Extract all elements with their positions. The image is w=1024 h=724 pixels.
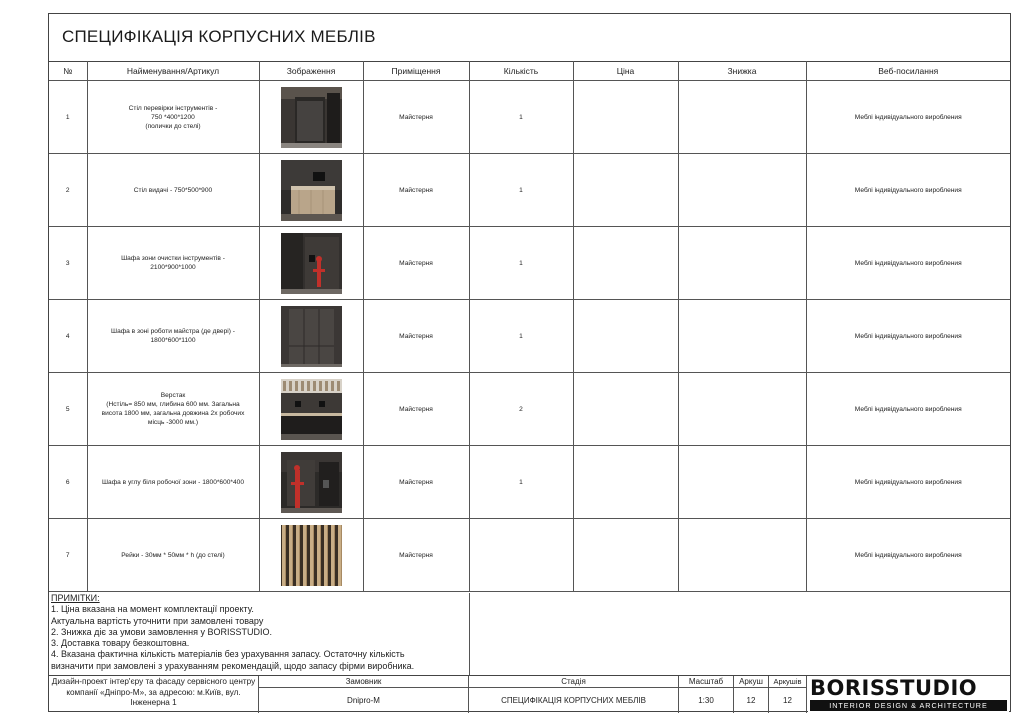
item-image-cell — [259, 519, 363, 592]
table-row — [49, 227, 1010, 300]
item-quantity: 2 — [469, 373, 573, 446]
item-discount — [678, 519, 806, 592]
item-room: Майстерня — [363, 81, 469, 154]
sheet-value: 12 — [746, 696, 756, 705]
sheets-label: Аркушів — [769, 676, 806, 688]
item-discount — [678, 300, 806, 373]
item-price — [573, 519, 678, 592]
spec-table — [49, 61, 1010, 592]
item-quantity: 1 — [469, 446, 573, 519]
client-value: Dnipro-M — [347, 696, 380, 705]
col-header-num: № — [49, 61, 87, 81]
table-row — [49, 154, 1010, 227]
col-header-link: Веб-посилання — [806, 61, 1010, 81]
notes-line: визначити при замовлені з урахуванням рекомендацій, щодо запасу фірми виробника. — [51, 660, 415, 671]
item-quantity: 1 — [469, 300, 573, 373]
item-price — [573, 373, 678, 446]
table-row — [49, 519, 1010, 592]
col-header-image: Зображення — [259, 61, 363, 81]
spec-sheet — [48, 13, 1011, 712]
item-web-link: Меблі індивідуального виробления — [806, 519, 1010, 592]
row-number: 6 — [49, 446, 87, 519]
notes-line: 1. Ціна вказана на момент комплектації проекту. — [51, 604, 254, 615]
notes-line: 2. Знижка діє за умови замовлення у BORISSTUDIO. — [51, 626, 272, 637]
table-row — [49, 446, 1010, 519]
notes-divider — [469, 593, 470, 676]
title-block — [49, 675, 1010, 713]
item-web-link: Меблі індивідуального виробления — [806, 373, 1010, 446]
item-thumbnail — [281, 306, 342, 367]
item-image-cell — [259, 300, 363, 373]
studio-logo — [808, 677, 1009, 712]
item-room: Майстерня — [363, 519, 469, 592]
item-price — [573, 154, 678, 227]
item-price — [573, 81, 678, 154]
title-box — [49, 14, 1010, 62]
row-number: 1 — [49, 81, 87, 154]
col-header-qty: Кількість — [469, 61, 573, 81]
item-quantity — [469, 519, 573, 592]
col-header-discount: Знижка — [678, 61, 806, 81]
item-thumbnail — [281, 452, 342, 513]
item-quantity: 1 — [469, 81, 573, 154]
scale-cell — [679, 676, 734, 713]
item-discount — [678, 154, 806, 227]
item-thumbnail — [281, 87, 342, 148]
item-image-cell — [259, 81, 363, 154]
item-price — [573, 227, 678, 300]
item-name: Шафа в зоні роботи майстра (де двері) - 1800*600*1100 — [87, 300, 259, 373]
item-web-link: Меблі індивідуального виробления — [806, 227, 1010, 300]
col-header-name: Найменування/Артикул — [87, 61, 259, 81]
item-name: Стіл перевірки інструментів - 750 *400*1200 (полички до стелі) — [87, 81, 259, 154]
logo-wordmark: BORISSTUDIO — [810, 676, 978, 700]
notes-block — [49, 593, 469, 676]
sheets-cell — [769, 676, 807, 713]
notes-line: 4. Вказана фактична кількість матеріалів без урахування запасу. Остаточну кількість — [51, 649, 405, 660]
sheets-value: 12 — [783, 696, 792, 705]
scale-label: Масштаб — [679, 676, 733, 688]
item-quantity: 1 — [469, 154, 573, 227]
scale-value: 1:30 — [698, 696, 714, 705]
sheet-cell — [734, 676, 769, 713]
row-number: 3 — [49, 227, 87, 300]
item-quantity: 1 — [469, 227, 573, 300]
notes-line: 3. Доставка товару безкоштовна. — [51, 638, 190, 649]
item-discount — [678, 227, 806, 300]
item-image-cell — [259, 373, 363, 446]
item-web-link: Меблі індивідуального виробления — [806, 81, 1010, 154]
item-web-link: Меблі індивідуального виробления — [806, 300, 1010, 373]
item-discount — [678, 446, 806, 519]
table-row — [49, 373, 1010, 446]
item-room: Майстерня — [363, 300, 469, 373]
item-thumbnail — [281, 525, 342, 586]
col-header-room: Приміщення — [363, 61, 469, 81]
item-discount — [678, 81, 806, 154]
item-image-cell — [259, 446, 363, 519]
item-room: Майстерня — [363, 446, 469, 519]
page-title: СПЕЦИФІКАЦІЯ КОРПУСНИХ МЕБЛІВ — [62, 27, 376, 46]
item-name: Стіл видачі - 750*500*900 — [87, 154, 259, 227]
item-thumbnail — [281, 379, 342, 440]
item-thumbnail — [281, 233, 342, 294]
logo-tagline: INTERIOR DESIGN & ARCHITECTURE — [810, 700, 1007, 711]
sheet-label: Аркуш — [734, 676, 768, 688]
item-room: Майстерня — [363, 154, 469, 227]
row-number: 4 — [49, 300, 87, 373]
stage-value: СПЕЦИФІКАЦІЯ КОРПУСНИХ МЕБЛІВ — [501, 696, 646, 705]
table-row — [49, 300, 1010, 373]
item-name: Шафа зони очистки інструментів - 2100*900*1000 — [87, 227, 259, 300]
row-number: 7 — [49, 519, 87, 592]
stage-cell — [469, 676, 679, 713]
item-room: Майстерня — [363, 227, 469, 300]
item-web-link: Меблі індивідуального виробления — [806, 154, 1010, 227]
notes-header: ПРИМІТКИ: — [51, 593, 100, 603]
item-name: Рейки - 30мм * 50мм * h (до стелі) — [87, 519, 259, 592]
col-header-price: Ціна — [573, 61, 678, 81]
table-row — [49, 81, 1010, 154]
stage-label: Стадія — [469, 676, 678, 688]
item-discount — [678, 373, 806, 446]
project-description: Дизайн-проект інтер'єру та фасаду сервісного центру компанії «Дніпро-М», за адресою: м.Київ, вул. Інженерна 1 — [49, 676, 259, 713]
client-label: Замовник — [259, 676, 468, 688]
notes-line: Актуальна вартість уточнити при замовлені товару — [51, 615, 264, 626]
item-name: Верстак (Hстіль= 850 мм, глибина 600 мм. Загальна висота 1800 мм, загальна довжина 2х робочих місць -3000 мм.) — [87, 373, 259, 446]
table-header-row — [49, 61, 1010, 81]
item-name: Шафа в углу біля робочої зони - 1800*600*400 — [87, 446, 259, 519]
row-number: 2 — [49, 154, 87, 227]
item-price — [573, 446, 678, 519]
item-room: Майстерня — [363, 373, 469, 446]
item-price — [573, 300, 678, 373]
item-thumbnail — [281, 160, 342, 221]
item-image-cell — [259, 227, 363, 300]
item-image-cell — [259, 154, 363, 227]
row-number: 5 — [49, 373, 87, 446]
client-cell — [259, 676, 469, 713]
item-web-link: Меблі індивідуального виробления — [806, 446, 1010, 519]
